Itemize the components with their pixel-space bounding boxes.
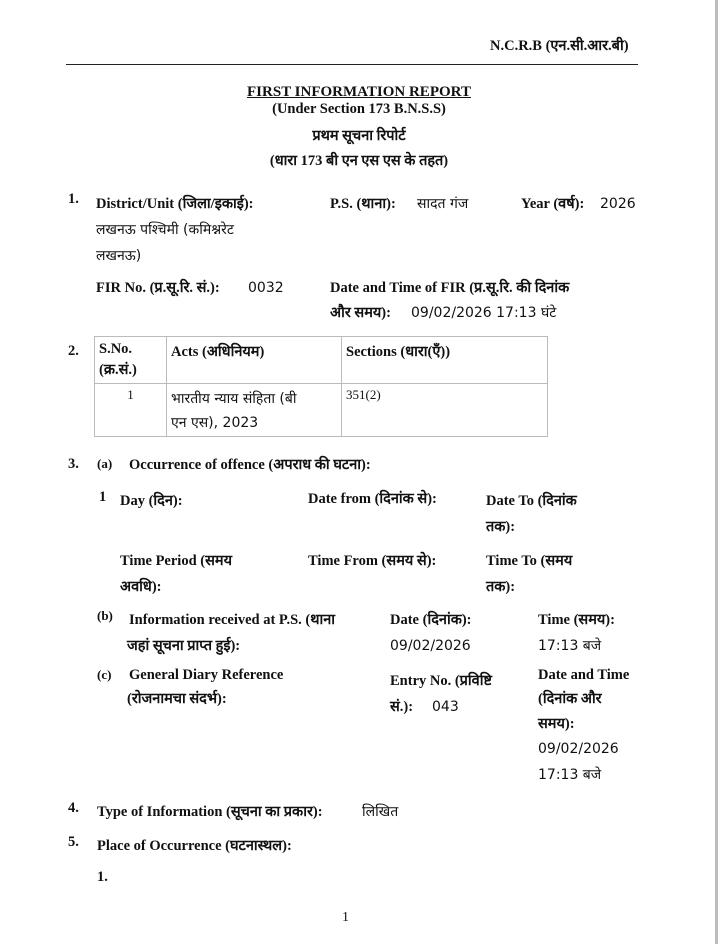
year-label: Year (वर्ष):: [521, 196, 585, 212]
page-number: 1: [342, 910, 349, 925]
row-act: [167, 384, 342, 437]
header-divider: [66, 64, 638, 65]
acts-header: [167, 337, 342, 384]
time-period-label: Time Period (समय: [120, 553, 232, 569]
info-date-value: 09/02/2026: [390, 638, 471, 654]
date-to-label-cont: तक):: [486, 519, 516, 535]
occurrence-title: Occurrence of offence (अपराध की घटना):: [129, 457, 371, 473]
sno-header-en: S.No.: [99, 341, 133, 357]
ps-value: सादत गंज: [417, 196, 469, 212]
diary-reference-label-cont: (रोजनामचा संदर्भ):: [127, 691, 227, 707]
sno-header-hi: (क्र.सं.): [99, 362, 137, 378]
report-subtitle-hindi: (धारा 173 बी एन एस एस के तहत): [269, 153, 449, 169]
date-from-label: Date from (दिनांक से):: [308, 491, 437, 507]
entry-no-label: Entry No. (प्रविष्टि: [390, 673, 492, 689]
diary-reference-label: General Diary Reference: [129, 667, 284, 683]
section-2-number: 2.: [68, 343, 79, 359]
info-type-label: Type of Information (सूचना का प्रकार):: [97, 804, 323, 820]
occurrence-a-label: (a): [97, 456, 113, 471]
row-section-text: 351(2): [346, 387, 381, 402]
row-section: [342, 384, 548, 437]
time-to-label: Time To (समय: [486, 553, 573, 569]
section-1-number: 1.: [68, 191, 79, 207]
fir-datetime-value: 09/02/2026 17:13 घंटे: [411, 305, 557, 321]
fir-no-label: FIR No. (प्र.सू.रि. सं.):: [96, 280, 220, 296]
sections-header-text: Sections (धारा(एँ)): [346, 344, 451, 360]
info-received-b-label: (b): [97, 608, 113, 623]
ps-label: P.S. (थाना):: [330, 196, 396, 212]
diary-c-label: (c): [97, 667, 112, 682]
diary-date-value: 09/02/2026: [538, 741, 619, 757]
date-to-label: Date To (दिनांक: [486, 493, 577, 509]
row-act-line1: भारतीय न्याय संहिता (बी: [171, 391, 297, 407]
time-period-label-cont: अवधि):: [120, 579, 162, 595]
report-subtitle: (Under Section 173 B.N.S.S): [272, 101, 446, 117]
acts-table: [94, 336, 548, 437]
acts-table-header: [95, 337, 548, 384]
fir-no-value: 0032: [248, 280, 284, 296]
ncrb-header: N.C.R.B (एन.सी.आर.बी): [490, 38, 629, 54]
info-date-label: Date (दिनांक):: [390, 612, 472, 628]
section-3-number: 3.: [68, 456, 79, 472]
report-title-hindi: प्रथम सूचना रिपोर्ट: [312, 128, 406, 144]
info-received-label: Information received at P.S. (थाना: [129, 612, 336, 628]
report-title: FIRST INFORMATION REPORT: [247, 84, 471, 100]
info-received-label-cont: जहां सूचना प्राप्त हुई):: [127, 638, 241, 654]
diary-datetime-label-cont: (दिनांक और: [538, 691, 602, 707]
diary-datetime-label-cont2: समय):: [538, 716, 575, 732]
sections-header: [342, 337, 548, 384]
district-value-cont: लखनऊ): [96, 248, 142, 264]
row-sno: [95, 384, 167, 437]
info-type-value: लिखित: [362, 804, 399, 820]
time-to-label-cont: तक):: [486, 579, 516, 595]
entry-no-label-cont: सं.):: [390, 699, 414, 715]
fir-datetime-label: Date and Time of FIR (प्र.सू.रि. की दिनांक: [330, 280, 570, 296]
year-value: 2026: [600, 196, 636, 212]
district-label: District/Unit (जिला/इकाई):: [96, 196, 254, 212]
fir-datetime-label-cont: और समय):: [330, 305, 391, 321]
entry-no-value: 043: [432, 699, 459, 715]
day-label: Day (दिन):: [120, 493, 183, 509]
section-5-number: 5.: [68, 834, 79, 850]
info-time-value: 17:13 बजे: [538, 638, 602, 654]
place-of-occurrence-label: Place of Occurrence (घटनास्थल):: [97, 838, 292, 854]
row-sno-text: 1: [127, 387, 134, 402]
district-value: लखनऊ पश्चिमी (कमिश्नरेट: [96, 222, 234, 238]
row-act-line2: एन एस), 2023: [171, 415, 259, 431]
sno-header: [95, 337, 167, 384]
time-from-label: Time From (समय से):: [308, 553, 437, 569]
table-row: [95, 384, 548, 437]
acts-header-text: Acts (अधिनियम): [171, 344, 265, 360]
place-sub-number: 1.: [97, 869, 108, 885]
diary-time-value: 17:13 बजे: [538, 767, 602, 783]
diary-datetime-label: Date and Time: [538, 667, 630, 683]
info-time-label: Time (समय):: [538, 612, 615, 628]
section-4-number: 4.: [68, 800, 79, 816]
occurrence-row-number: 1: [99, 489, 107, 505]
